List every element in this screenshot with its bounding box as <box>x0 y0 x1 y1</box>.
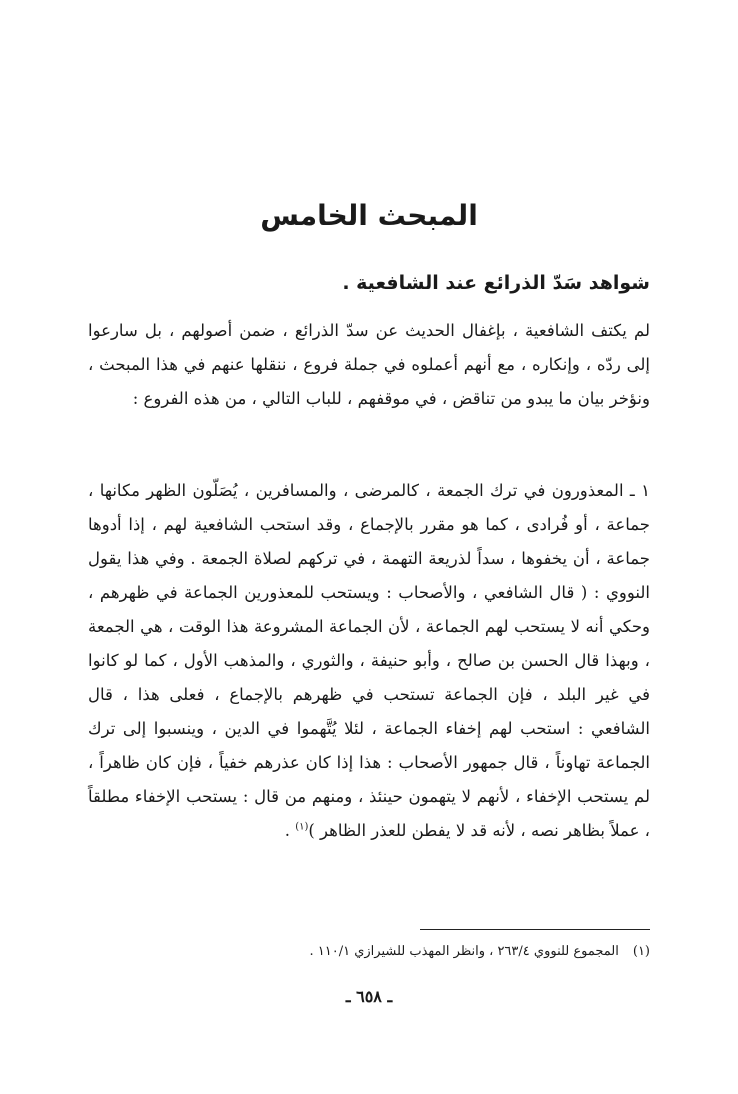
chapter-title: المبحث الخامس <box>260 199 478 232</box>
paragraph-one-end: . <box>284 821 296 840</box>
section-heading: شواهد سَدّ الذرائع عند الشافعية . <box>342 272 650 294</box>
footnote-divider <box>420 929 650 930</box>
paragraph-one-text: ١ ـ المعذورون في ترك الجمعة ، كالمرضى ، والمسافرين ، يُصَلّون الظهر مكانها ، جماعة ، أو فُرادى ، كما هو مقرر بالإجماع ، وقد استحب الشافعية لهم ، إذا أدوها جماعة ، أن يخفوها ، سداً لذريعة التهمة ، في تركهم لصلاة الجمعة . وفي هذا يقول النووي : ( قال الشافعي ، والأصحاب : ويستحب للمعذورين الجماعة في ظهرهم ، وحكي أنه لا يستحب لهم الجماعة ، لأن الجماعة المشروعة هذا الوقت ، هي الجمعة ، وبهذا قال الحسن بن صالح ، وأبو حنيفة ، والثوري ، والمذهب الأول ، كما لو كانوا في غير البلد ، فإن الجماعة تستحب في ظهرهم بالإجماع ، فعلى هذا ، قال الشافعي : استحب لهم إخفاء الجماعة ، لئلا يُتَّهموا في الدين ، وينسبوا إلى ترك الجماعة تهاوناً ، قال جمهور الأصحاب : هذا إذا كان عذرهم خفياً ، فإن كان ظاهراً ، لم يستحب الإخفاء ، لأنهم لا يتهمون حينئذ ، ومنهم من قال : يستحب الإخفاء مطلقاً ، عملاً بظاهر نصه ، لأنه قد لا يفطن للعذر الظاهر ) <box>88 481 650 840</box>
intro-paragraph: لم يكتف الشافعية ، بإغفال الحديث عن سدّ الذرائع ، ضمن أصولهم ، بل سارعوا إلى ردّه ، وإنكاره ، مع أنهم أعملوه في جملة فروع ، ننقلها عنهم في هذا المبحث ، ونؤخر بيان ما يبدو من تناقض ، في موقفهم ، للباب التالي ، من هذه الفروع : <box>88 321 650 408</box>
footnote-text: المجموع للنووي ٢٦٣/٤ ، وانظر المهذب للشيرازي ١١٠/١ . <box>309 944 619 959</box>
footnote-reference: (١) <box>295 821 309 833</box>
footnote <box>88 938 650 966</box>
paragraph-one <box>88 474 650 848</box>
page-number: ـ ٦٥٨ ـ <box>345 987 393 1006</box>
footnote-number: (١) <box>632 944 650 959</box>
